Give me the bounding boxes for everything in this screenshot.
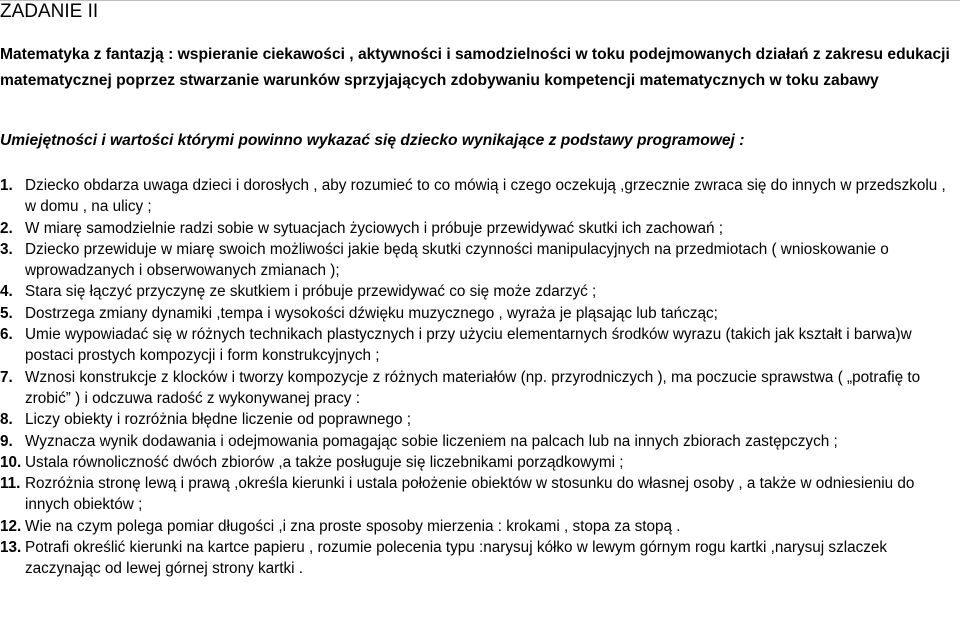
document-title: Matematyka z fantazją : wspieranie ciekawości , aktywności i samodzielności w toku podejmowanych działań z zakresu edukacji matematycznej poprzez stwarzanie warunków sprzyjających zdobywaniu kompetencji matematycznych w toku zabawy	[0, 46, 950, 89]
item-text: Rozróżnia stronę lewą i prawą ,określa kierunki i ustala położenie obiektów w stosunku do własnej osoby , a także w odniesieniu do innych obiektów ;	[25, 475, 915, 514]
list-item	[0, 473, 960, 516]
item-number: 9.	[0, 432, 13, 450]
item-number: 1.	[0, 177, 13, 194]
item-number: 4.	[0, 283, 13, 301]
item-number: 13.	[0, 539, 22, 557]
item-text: Dziecko obdarza uwaga dzieci i dorosłych , aby rozumieć to co mówią i czego oczekują ,grzecznie zwraca się do innych w przedszkolu , w domu , na ulicy ;	[25, 177, 946, 216]
item-number: 7.	[0, 368, 13, 386]
item-number: 12.	[0, 517, 22, 535]
skills-list	[0, 175, 960, 580]
item-text: Dostrzega zmiany dynamiki ,tempa i wysokości dźwięku muzycznego , wyraża je pląsając lub tańcząc;	[25, 304, 718, 322]
list-item	[0, 281, 960, 302]
item-number: 8.	[0, 411, 13, 429]
list-item	[0, 431, 960, 452]
list-item	[0, 239, 960, 282]
list-item	[0, 175, 960, 218]
list-item	[0, 537, 960, 580]
item-number: 10.	[0, 453, 22, 471]
list-item	[0, 303, 960, 324]
list-item	[0, 218, 960, 239]
item-text: Liczy obiekty i rozróżnia błędne liczenie od poprawnego ;	[25, 411, 412, 429]
item-text: Wznosi konstrukcje z klocków i tworzy kompozycje z różnych materiałów (np. przyrodniczych ), ma poczucie sprawstwa ( „potrafię to zrobić” ) i odczuwa radość z wykonywanej pracy :	[25, 368, 921, 407]
page-top-rule	[0, 0, 960, 31]
list-item	[0, 409, 960, 430]
list-item	[0, 452, 960, 473]
item-text: Potrafi określić kierunki na kartce papieru , rozumie polecenia typu :narysuj kółko w lewym górnym rogu kartki ,narysuj szlaczek zaczynając od lewej górnej strony kartki .	[25, 539, 888, 578]
item-number: 3.	[0, 240, 13, 258]
item-number: 11.	[0, 475, 21, 493]
list-item	[0, 324, 960, 367]
list-item	[0, 516, 960, 537]
item-text: Stara się łączyć przyczynę ze skutkiem i próbuje przewidywać co się może zdarzyć ;	[25, 283, 597, 301]
item-text: Umie wypowiadać się w różnych technikach plastycznych i przy użyciu elementarnych środków wyrazu (takich jak kształt i barwa)w postaci prostych kompozycji i form konstrukcyjnych ;	[25, 326, 912, 365]
item-text: Ustala równoliczność dwóch zbiorów ,a także posługuje się liczebnikami porządkowymi ;	[25, 453, 624, 471]
document-subtitle: Umiejętności i wartości którymi powinno wykazać się dziecko wynikające z podstawy programowej :	[0, 132, 745, 149]
item-number: 2.	[0, 219, 13, 237]
item-number: 6.	[0, 326, 13, 344]
item-text: Wie na czym polega pomiar długości ,i zna proste sposoby mierzenia : krokami , stopa za stopą .	[25, 517, 681, 535]
item-text: Dziecko przewiduje w miarę swoich możliwości jakie będą skutki czynności manipulacyjnych na przedmiotach ( wnioskowanie o wprowadzanych i obserwowanych zmianach );	[25, 240, 889, 280]
item-text: W miarę samodzielnie radzi sobie w sytuacjach życiowych i próbuje przewidywać skutki ich zachowań ;	[25, 219, 723, 237]
page-heading: ZADANIE II	[0, 1, 99, 22]
item-text: Wyznacza wynik dodawania i odejmowania pomagając sobie liczeniem na palcach lub na innych zbiorach zastępczych ;	[25, 432, 838, 450]
item-number: 5.	[0, 304, 13, 322]
list-item	[0, 367, 960, 410]
